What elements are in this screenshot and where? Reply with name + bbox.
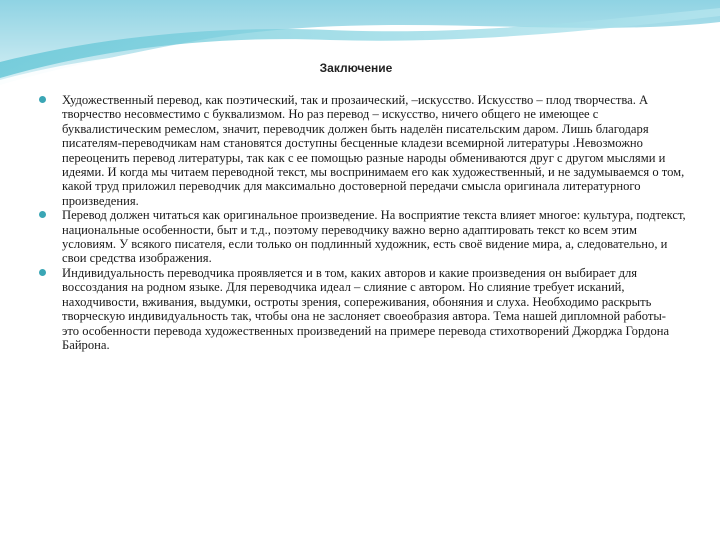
bullet-dot-icon: [39, 269, 46, 276]
paragraph-text: Перевод должен читаться как оригинальное произведение. На восприятие текста влияет многое: культура, подтекст, национальные особенности, быт и т.д., поэтому переводчику важно верно адаптировать текст ко всем этим условиям. У всякого писателя, если только он подлинный художник, есть своё видение мира, а, следовательно, и свои средства изображения.: [62, 208, 686, 266]
bullet-dot-icon: [39, 211, 46, 218]
paragraph-text: Индивидуальность переводчика проявляется и в том, каких авторов и какие произведения он выбирает для воссоздания на родном языке. Для переводчика идеал – слияние с автором. Но слияние требует исканий, находчивости, вживания, выдумки, остроты зрения, сопереживания, обоняния и слуха. Необходимо раскрыть творческую индивидуальность так, чтобы она не заслоняет своеобразия автора. Тема нашей дипломной работы- это особенности перевода художественных произведений на примере перевода стихотворений Джорджа Гордона Байрона.: [62, 265, 670, 352]
paragraph-text: Художественный перевод, как поэтический, так и прозаический, –искусство. Искусство – плод творчества. А творчество несовместимо с буквализмом. Но раз перевод – искусство, ничего общего не имеющее с буквалистическим ремеслом, значит, переводчик должен быть наделён писательским даром. Лишь благодаря писателям-переводчикам нам становятся доступны бесценные кладези всемирной литературы .Невозможно переоценить перевод литературы, так как с ее помощью разные народы обмениваются друг с другом мыслями и идеями. И когда мы читаем переводной текст, мы воспринимаем его как художественный, и не задумываемся о том, какой труд приложил переводчик для максимально достоверной передачи смысла оригинала литературного произведения.: [62, 93, 685, 208]
bullet-item: [38, 93, 686, 208]
bullet-item: [38, 208, 686, 266]
bullet-list: [38, 93, 686, 352]
bullet-dot-icon: [39, 96, 46, 103]
slide-title: Заключение: [319, 61, 393, 75]
bullet-item: [38, 266, 686, 352]
